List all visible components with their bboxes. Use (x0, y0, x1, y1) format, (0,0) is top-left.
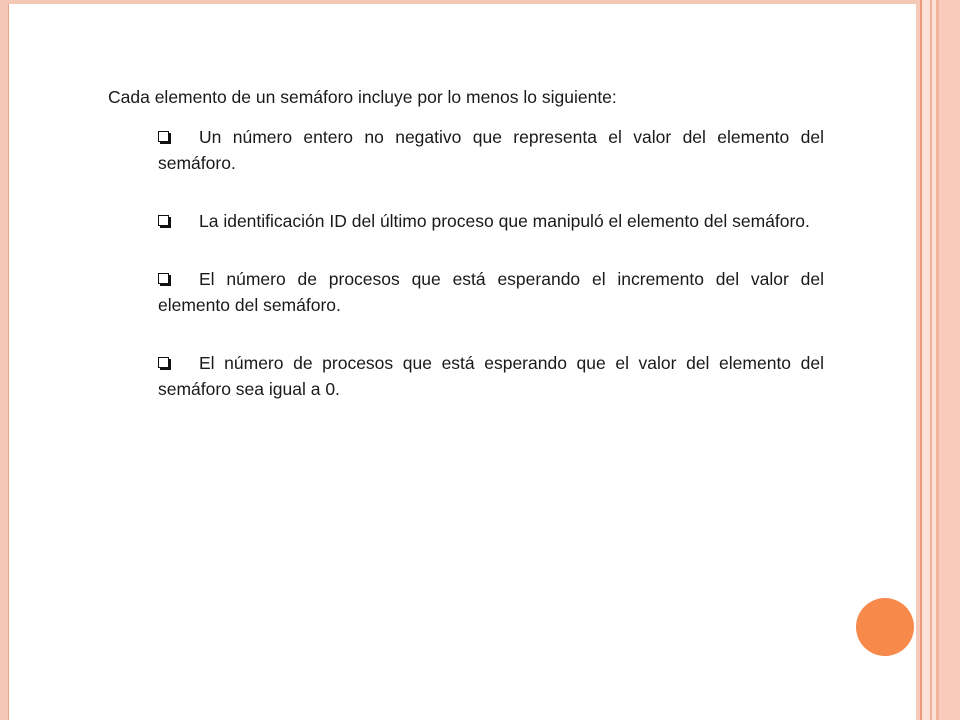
bullet-item (158, 266, 824, 318)
checkbox-icon (158, 131, 169, 142)
bullet-text: El número de procesos que está esperando que el valor del elemento del semáforo sea igual a 0. (158, 353, 824, 399)
slide-content (108, 84, 824, 434)
slide-left-border-line (8, 0, 9, 720)
bullet-list (108, 124, 824, 402)
orange-circle-decoration (856, 598, 914, 656)
bullet-item (158, 208, 824, 234)
slide-intro-text: Cada elemento de un semáforo incluye por lo menos lo siguiente: (108, 87, 617, 107)
bullet-item (158, 350, 824, 402)
right-stripe-7 (939, 0, 960, 720)
checkbox-icon (158, 273, 169, 284)
checkbox-icon (158, 357, 169, 368)
bullet-text: La identificación ID del último proceso que manipuló el elemento del semáforo. (199, 211, 810, 231)
bullet-item (158, 124, 824, 176)
bullet-text: Un número entero no negativo que representa el valor del elemento del semáforo. (158, 127, 824, 173)
right-stripe-3 (922, 0, 930, 720)
checkbox-icon (158, 215, 169, 226)
bullet-text: El número de procesos que está esperando el incremento del valor del elemento del semáforo. (158, 269, 824, 315)
slide-top-border (0, 0, 920, 4)
slide-left-border (0, 0, 8, 720)
